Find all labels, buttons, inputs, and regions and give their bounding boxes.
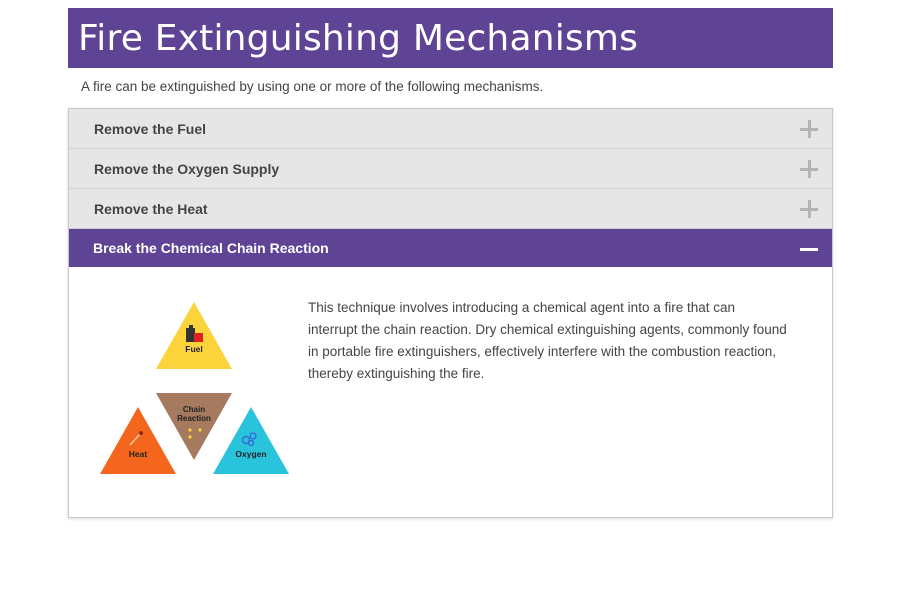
accordion-header-label: Remove the Fuel [94,120,207,137]
chain-reaction-label-line1: Chain [182,405,206,414]
fuel-label: Fuel [185,344,203,354]
accordion-header-remove-fuel[interactable] [69,109,832,149]
page-title: Fire Extinguishing Mechanisms [78,17,639,59]
plus-icon[interactable] [800,160,818,178]
accordion-header-label: Remove the Heat [94,200,208,217]
heat-label: Heat [128,449,148,459]
minus-icon[interactable] [800,239,818,257]
mechanisms-accordion [68,108,833,518]
accordion-panel-break-chain-reaction [69,267,832,517]
title-banner [68,8,833,68]
plus-icon[interactable] [800,120,818,138]
accordion-header-label: Remove the Oxygen Supply [94,160,280,177]
intro-text: A fire can be extinguished by using one or more of the following mechanisms. [81,79,544,94]
panel-description: This technique involves introducing a chemical agent into a fire that can interrupt the chain reaction. Dry chemical extinguishing agents, commonly found in portable fire extinguishers, effectively interfere with the combustion reaction, thereby extinguishing the fire. [308,300,787,381]
chain-reaction-label-line2: Reaction [177,414,211,423]
page-container [68,8,833,518]
accordion-header-remove-heat[interactable] [69,189,832,229]
accordion-header-label: Break the Chemical Chain Reaction [93,240,329,256]
chain-reaction-triangle [156,393,232,460]
accordion-header-break-chain-reaction[interactable] [69,229,832,267]
heat-triangle [100,407,176,474]
plus-icon[interactable] [800,200,818,218]
accordion-header-remove-oxygen[interactable] [69,149,832,189]
fire-tetrahedron-diagram [96,299,292,479]
oxygen-label: Oxygen [235,449,267,459]
